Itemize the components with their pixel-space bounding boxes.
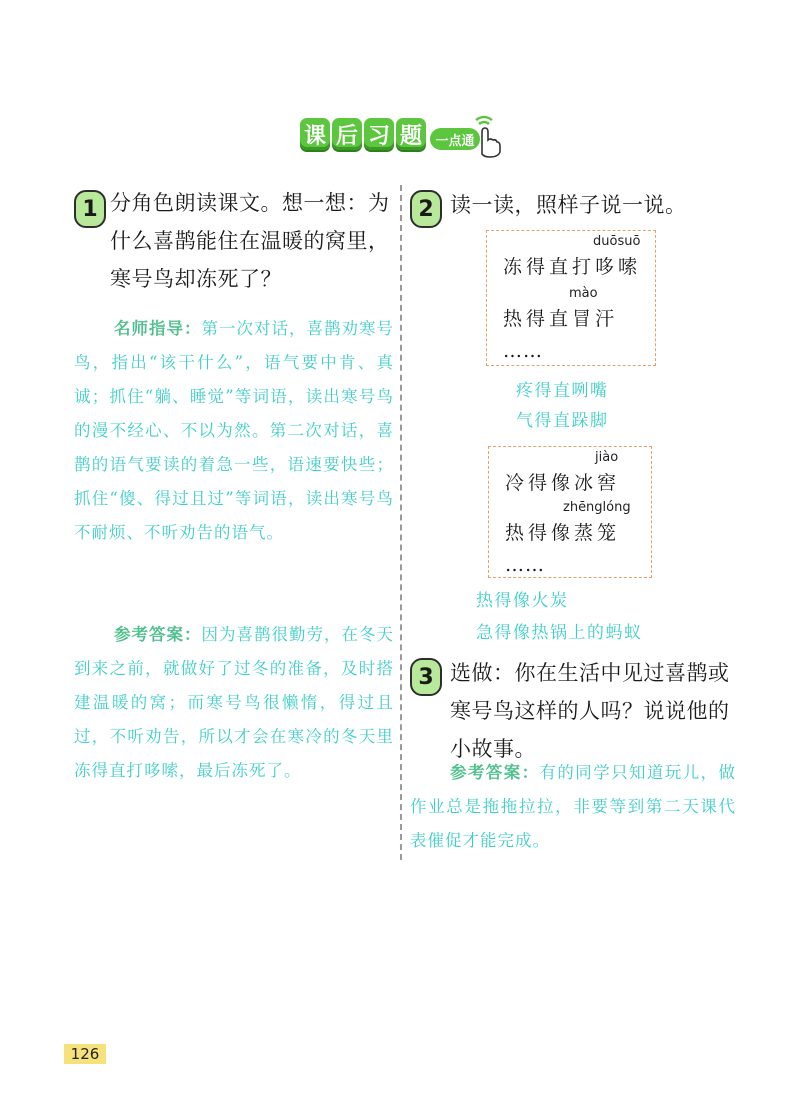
answer-phrase: 急得像热锅上的蚂蚁 [476, 623, 643, 643]
question-2-text: 读一读，照样子说一说。 [450, 193, 687, 217]
answer-text: 有的同学只知道玩儿，做作业总是拖拖拉拉，非要等到第二天课代表催促才能完成。 [410, 763, 737, 850]
answer-text: 因为喜鹊很勤劳，在冬天到来之前，就做好了过冬的准备，及时搭建温暖的窝；而寒号鸟很懒惰，得过且过，不听劝告，所以才会在寒冷的冬天里冻得直打哆嗦，最后冻死了。 [74, 625, 394, 780]
answer-phrase: 气得直跺脚 [516, 411, 609, 431]
pinyin: jiào [595, 450, 619, 465]
answer-phrase: 疼得直咧嘴 [516, 381, 609, 401]
question-3-text: 选做：你在生活中见过喜鹊或寒号鸟这样的人吗？说说他的小故事。 [450, 661, 730, 761]
column-divider [400, 185, 402, 860]
banner-char: 后 [332, 118, 362, 150]
example-box-1 [486, 230, 656, 366]
banner-tag: 一点通 [430, 128, 480, 150]
example-phrase: 冷得像冰窖 [505, 472, 621, 494]
teacher-guide [74, 312, 394, 550]
question-1-text: 分角色朗读课文。想一想：为什么喜鹊能住在温暖的窝里，寒号鸟却冻死了？ [110, 191, 390, 291]
question-number-badge: 2 [410, 190, 442, 228]
pinyin: duōsuō [593, 234, 641, 249]
answer-phrase: 热得像火炭 [476, 591, 569, 611]
example-phrase: 冻得直打哆嗦 [503, 256, 642, 278]
banner-char: 课 [300, 118, 330, 150]
question-number-badge: 1 [74, 190, 106, 228]
banner-char: 题 [396, 118, 426, 150]
page-number: 126 [64, 1044, 106, 1064]
reference-answer-3 [410, 756, 736, 858]
answer-label: 参考答案： [114, 625, 202, 644]
reference-answer-1 [74, 618, 394, 788]
example-phrase: 热得直冒汗 [503, 308, 619, 330]
guide-label: 名师指导： [114, 319, 202, 338]
guide-text: 第一次对话，喜鹊劝寒号鸟，指出“该干什么”，语气要中肯、真诚；抓住“躺、睡觉”等词语，读出寒号鸟的漫不经心、不以为然。第二次对话，喜鹊的语气要读的着急一些，语速要快些；抓住“傻、得过且过”等词语，读出寒号鸟不耐烦、不听劝告的语气。 [74, 319, 394, 542]
example-box-2 [488, 446, 652, 578]
answer-label: 参考答案： [450, 763, 540, 782]
banner-char: 习 [364, 118, 394, 150]
pinyin: zhēnglóng [563, 500, 631, 515]
ellipsis: …… [505, 554, 545, 576]
example-phrase: 热得像蒸笼 [505, 522, 621, 544]
question-number-badge: 3 [410, 658, 442, 696]
pointing-hand-icon [470, 114, 504, 158]
ellipsis: …… [503, 340, 543, 362]
pinyin: mào [569, 286, 598, 301]
section-banner [300, 112, 510, 162]
